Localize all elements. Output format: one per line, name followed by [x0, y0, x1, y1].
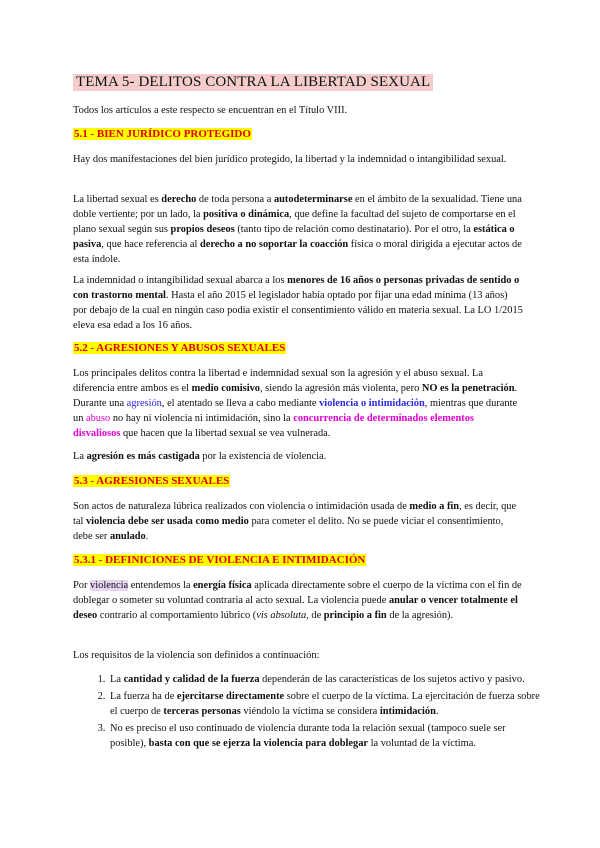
paragraph-5-3-1-b: Los requisitos de la violencia son definidos a continuación:	[73, 650, 320, 661]
intro-paragraph: Todos los artículos a este respecto se encuentran en el Título VIII.	[73, 105, 348, 116]
paragraph-5-3: Son actos de naturaleza lúbrica realizados con violencia o intimidación usada de medio a fin, es decir, que tal violencia debe ser usada como medio para cometer el delito. No se puede viciar el consentimiento, debe ser anulado.	[73, 501, 517, 542]
paragraph-5-1-c: La indemnidad o intangibilidad sexual abarca a los menores de 16 años o personas privadas de sentido o con trastorno mental. Hasta el año 2015 el legislador había optado por fijar una edad mínima (13 años) por debajo de la cual en ningún caso podía existir el consentimiento válido en materia sexual. La LO 1/2015 eleva esa edad a los 16 años.	[73, 275, 523, 331]
list-item: 1. La cantidad y calidad de la fuerza dependerán de las características de los sujetos activo y pasivo.	[108, 672, 540, 687]
section-heading-5-3-1: 5.3.1 - DEFINICIONES DE VIOLENCIA E INTIMIDACIÓN	[74, 554, 366, 566]
paragraph-5-2-a: Los principales delitos contra la libertad e indemnidad sexual son la agresión y el abuso sexual. La diferencia entre ambos es el medio comisivo, siendo la agresión más violenta, pero NO es la penetración. Durante una agresión, el atentado se lleva a cabo mediante violencia o intimidación, mientras que durante un abuso no hay ni violencia ni intimidación, sino la concurrencia de determinados elementos disvaliosos que hacen que la libertad sexual se vea vulnerada.	[73, 368, 518, 439]
section-heading-5-1: 5.1 - BIEN JURÍDICO PROTEGIDO	[74, 128, 251, 140]
paragraph-5-3-1-a: Por violencia entendemos la energía física aplicada directamente sobre el cuerpo de la víctima con el fin de doblegar o someter su voluntad contraria al acto sexual. La violencia puede anular o vencer totalmente el deseo contrario al comportamiento lúbrico (vis absoluta, de principio a fin de la agresión).	[73, 580, 522, 621]
section-heading-5-2: 5.2 - AGRESIONES Y ABUSOS SEXUALES	[74, 342, 286, 354]
list-item: 3. No es preciso el uso continuado de violencia durante toda la relación sexual (tampoco suele ser posible), basta con que se ejerza la violencia para doblegar la voluntad de la víctima.	[108, 721, 540, 751]
page-title: TEMA 5- DELITOS CONTRA LA LIBERTAD SEXUAL	[73, 74, 433, 91]
violence-requirements-list	[88, 672, 540, 753]
section-heading-5-3: 5.3 - AGRESIONES SEXUALES	[74, 475, 230, 487]
paragraph-5-1-a: Hay dos manifestaciones del bien jurídico protegido, la libertad y la indemnidad o intangibilidad sexual.	[73, 154, 507, 165]
paragraph-5-1-b: La libertad sexual es derecho de toda persona a autodeterminarse en el ámbito de la sexualidad. Tiene una doble vertiente; por un lado, la positiva o dinámica, que define la facultad del sujeto de comportarse en el plano sexual según sus propios deseos (tanto tipo de relación como destinatario). Por el otro, la estática o pasiva, que hace referencia al derecho a no soportar la coacción física o moral dirigida a ejecutar actos de esta índole.	[73, 194, 522, 265]
paragraph-5-2-b: La agresión es más castigada por la existencia de violencia.	[73, 451, 327, 462]
list-item: 2. La fuerza ha de ejercitarse directamente sobre el cuerpo de la víctima. La ejercitación de fuerza sobre el cuerpo de terceras personas viéndolo la víctima se considera intimidación.	[108, 689, 540, 719]
